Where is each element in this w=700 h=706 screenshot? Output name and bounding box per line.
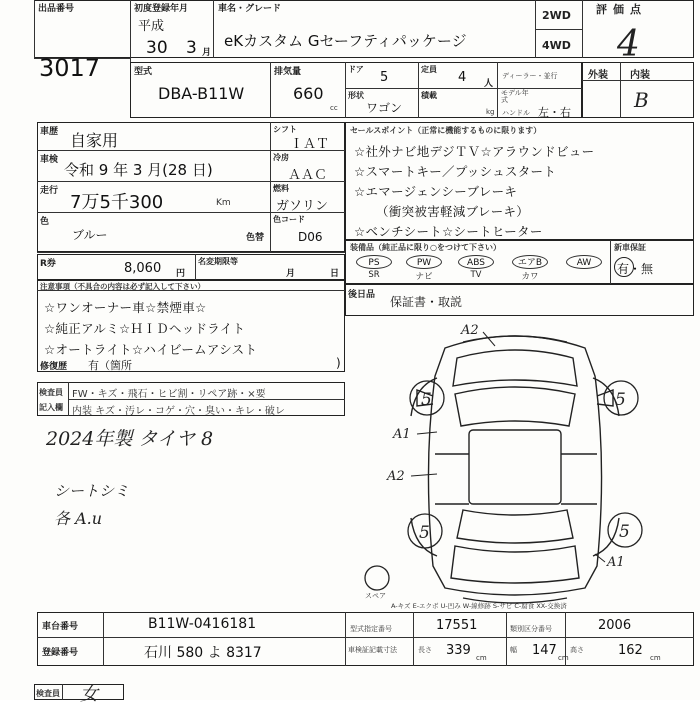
damage-legend: A-キズ E-エクボ U-凹み W-線修跡 S-サビ C-腐食 XX-交換済	[391, 602, 567, 610]
car-rear-window	[457, 510, 573, 543]
length-label: 長さ	[418, 646, 432, 654]
selling-point-1: ☆社外ナビ地デジＴＶ☆アラウンドビュー	[354, 144, 595, 159]
warranty-circle	[614, 257, 634, 277]
recycle: 8,060	[124, 261, 162, 276]
selling-points-label: セールスポイント（正常に機能するものに限ります）	[350, 126, 542, 135]
inspector-sign: 女	[80, 684, 98, 705]
damage-mark-left-door: A1	[393, 427, 411, 442]
color-code-label: 色コード	[273, 215, 305, 224]
docs-label: 後日品	[348, 290, 376, 300]
reg-label: 初度登録年月	[134, 4, 189, 14]
tax-month: 月	[286, 269, 296, 279]
reg-month: 3	[186, 38, 197, 58]
equip-leather[interactable]: カワ	[521, 272, 539, 282]
height-unit: cm	[650, 654, 661, 662]
equip-airbag[interactable]: エアB	[512, 255, 548, 269]
selling-point-5: ☆ベンチシート☆シートヒーター	[354, 224, 543, 239]
score-label: 評価点	[596, 3, 647, 16]
mileage: 7万5千300	[70, 192, 164, 213]
new-car-warranty-label: 新車保証	[614, 243, 646, 252]
color: ブルー	[72, 228, 108, 242]
width-label: 幅	[510, 646, 517, 654]
tax-label: 名変期限等	[198, 257, 238, 266]
body: ワゴン	[366, 101, 403, 115]
interior-label: 内装	[630, 70, 650, 81]
selling-point-2: ☆スマートキー／プッシュスタート	[354, 164, 557, 179]
doors: 5	[380, 70, 389, 85]
exterior-label: 外装	[588, 70, 608, 81]
score-value: 4	[617, 24, 640, 65]
height: 162	[618, 643, 643, 658]
color-label: 色	[40, 217, 50, 227]
equip-abs[interactable]: ABS	[458, 255, 494, 269]
model-year-label: モデル年式	[501, 89, 529, 104]
kg-unit: kg	[486, 108, 495, 116]
capacity: 4	[458, 70, 467, 85]
inspection: 令和 9 年 3 月(28 日)	[64, 161, 213, 179]
cc-unit: cc	[330, 104, 338, 112]
class: 2006	[598, 618, 632, 633]
size-label: 車検証記載寸法	[348, 646, 397, 654]
equip-ps[interactable]: PS	[356, 255, 392, 269]
notes-label: 注意事項（不具合の内容は必ず記入して下さい）	[40, 282, 205, 291]
doors-label: ドア	[348, 65, 364, 74]
color-change-label: 色替	[246, 233, 265, 243]
shift-label: シフト	[273, 125, 297, 134]
tire-fr-mark: 5	[615, 390, 626, 410]
vin-label: 車台番号	[42, 622, 79, 632]
displacement: 660	[293, 84, 324, 103]
model-label: 型式	[134, 67, 153, 77]
length-unit: cm	[476, 654, 487, 662]
inspector-sign-label: 検査員	[36, 689, 60, 698]
ac-label: 冷房	[273, 153, 289, 162]
era: 平成	[138, 19, 165, 34]
docs: 保証書・取説	[390, 295, 463, 309]
recycle-label: R券	[40, 259, 56, 269]
car-name: eKカスタム Gセーフティパッケージ	[224, 32, 467, 50]
car-rear-hatch	[451, 546, 579, 583]
type-cert: 17551	[436, 618, 478, 633]
fuel: ガソリン	[276, 199, 329, 214]
load-label: 積載	[421, 91, 437, 100]
tire-fl-mark: 5	[421, 390, 432, 410]
selling-point-4: （衝突被害軽減ブレーキ）	[376, 204, 530, 219]
body-label: 形状	[348, 91, 364, 100]
model: DBA-B11W	[158, 84, 245, 103]
type-cert-label: 型式指定番号	[350, 625, 392, 633]
tax-day: 日	[330, 269, 340, 279]
vin: B11W-0416181	[148, 616, 257, 632]
inspector-label-1: 検査員	[39, 388, 63, 397]
tire-rr-mark: 5	[619, 522, 630, 542]
equip-navi[interactable]: ナビ	[415, 272, 433, 282]
note-3: ☆オートライト☆ハイビームアシスト	[44, 342, 258, 357]
handle-label: ハンドル	[502, 109, 530, 117]
equip-sr[interactable]: SR	[368, 270, 380, 280]
drive-4wd[interactable]: 4WD	[542, 39, 571, 52]
note-1: ☆ワンオーナー車☆禁煙車☆	[44, 300, 207, 315]
dealer-label[interactable]: ディーラー・並行	[502, 72, 558, 80]
tire-note: 2024年製 タイヤ 8	[46, 428, 214, 450]
repair[interactable]: 有（箇所	[88, 359, 132, 372]
name-label: 車名・グレード	[218, 4, 282, 14]
seat-note-1: シートシミ	[54, 482, 130, 500]
shift: ＩＡＴ	[290, 137, 330, 152]
repair-close-paren: )	[336, 356, 341, 370]
use: 自家用	[70, 131, 119, 150]
displacement-label: 排気量	[274, 67, 302, 77]
width-unit: cm	[558, 654, 569, 662]
seat-note-2: 各 A.u	[54, 509, 103, 528]
lot-label: 出品番号	[38, 4, 75, 14]
plate-label: 登録番号	[42, 648, 79, 658]
damage-mark-right-rear: A1	[607, 555, 625, 570]
height-label: 高さ	[570, 646, 584, 654]
footer-frame	[37, 612, 694, 666]
new-car-warranty[interactable]: 有・無	[617, 262, 654, 276]
color-code: D06	[298, 230, 323, 244]
plate: 石川 580 よ 8317	[144, 645, 262, 661]
month-unit: 月	[202, 48, 212, 58]
car-damage-diagram	[345, 316, 694, 610]
km-unit: Km	[216, 198, 231, 208]
lot-number: 3017	[39, 54, 101, 82]
class-label: 類別区分番号	[510, 625, 552, 633]
repair-label: 修復歴	[40, 362, 68, 372]
damage-mark-hood: A2	[461, 323, 479, 338]
equip-aw[interactable]: AW	[566, 255, 602, 269]
spare-label: スペア	[365, 592, 386, 600]
tire-spare	[365, 566, 389, 590]
equipment-label: 装備品（純正品に限り○をつけて下さい）	[350, 243, 501, 252]
use-label: 車歴	[40, 127, 59, 137]
inspection-label: 車検	[40, 155, 59, 165]
car-windshield	[455, 387, 575, 426]
inspector-row-1: FW・キズ・飛石・ヒビ割・リペア跡・×要	[72, 389, 266, 400]
interior-grade: B	[634, 88, 649, 112]
inspector-row-2: 内装 キズ・汚レ・コゲ・穴・臭い・キレ・破レ	[72, 406, 285, 417]
length: 339	[446, 643, 471, 658]
mileage-label: 走行	[40, 186, 59, 196]
selling-point-3: ☆エマージェンシーブレーキ	[354, 184, 518, 199]
width: 147	[532, 643, 557, 658]
drive-2wd[interactable]: 2WD	[542, 9, 571, 22]
car-roof	[469, 430, 561, 504]
recycle-frame	[37, 254, 345, 280]
yen-unit: 円	[176, 269, 186, 279]
capacity-unit: 人	[484, 79, 494, 89]
car-hood	[453, 350, 577, 386]
ac: ＡＡＣ	[288, 168, 328, 183]
equip-pw[interactable]: PW	[406, 255, 442, 269]
inspector-label-2: 記入欄	[39, 403, 63, 412]
reg-year: 30	[146, 38, 168, 58]
handle[interactable]: 左・右	[538, 106, 571, 119]
fuel-label: 燃料	[273, 184, 289, 193]
note-2: ☆純正アルミ☆ＨＩＤヘッドライト	[44, 321, 246, 336]
damage-mark-left-rear: A2	[387, 469, 405, 484]
capacity-label: 定員	[421, 65, 437, 74]
equip-tv[interactable]: TV	[470, 270, 482, 280]
tire-rl-mark: 5	[419, 523, 430, 543]
